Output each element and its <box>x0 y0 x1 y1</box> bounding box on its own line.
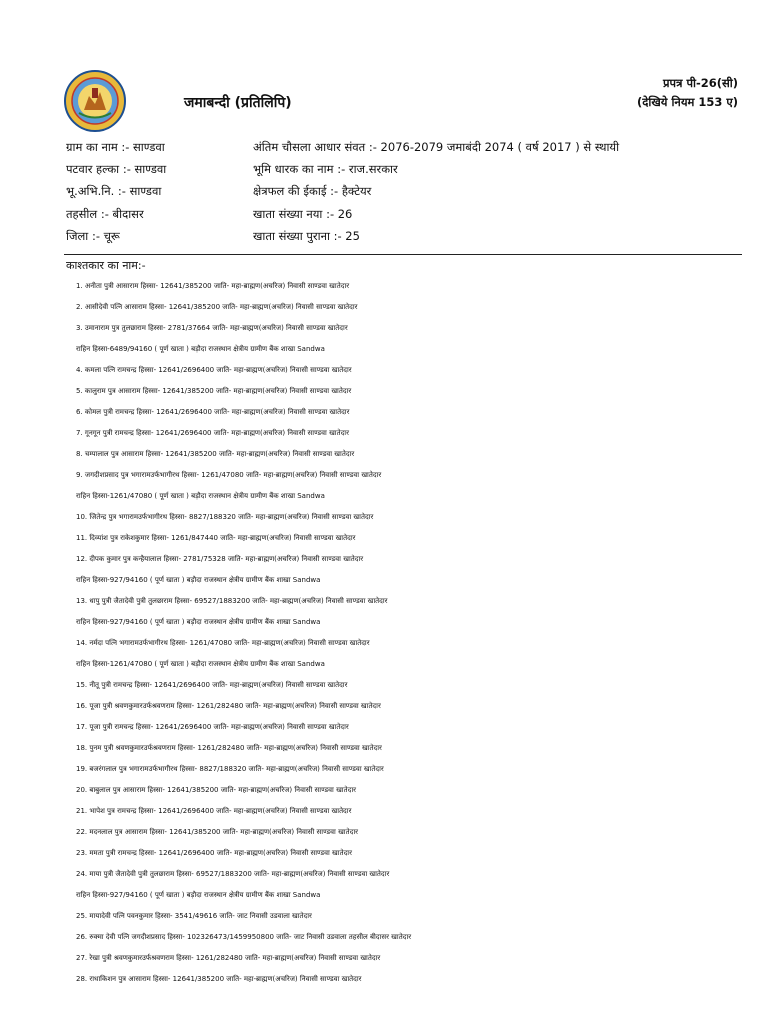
patwar-halka: पटवार हल्का :- साण्डवा <box>66 162 167 177</box>
land-record-inspector: भू.अभि.नि. :- साण्डवा <box>66 184 162 199</box>
divider <box>64 254 742 255</box>
owners-list <box>0 276 768 990</box>
owner-entry: 19. बजरंगलाल पुत्र भगारामउर्फभागीरथ हिस्सा- 8827/188320 जाति- महा-ब्राह्मण(अचरिज) निवासी साण्डवा खातेदार <box>76 765 384 773</box>
land-holder: भूमि धारक का नाम :- राज.सरकार <box>253 162 398 177</box>
owner-entry: 7. गूनगून पुत्री रामचन्द्र हिस्सा- 12641/2696400 जाति- महा-ब्राह्मण(अचरिज) निवासी साण्डवा खातेदार <box>76 429 349 437</box>
owner-entry: 18. पुनम पुत्री श्रवणकुमारउर्फश्रवणराम हिस्सा- 1261/282480 जाति- महा-ब्राह्मण(अचरिज) निवासी साण्डवा खातेदार <box>76 744 382 752</box>
owner-entry: 5. कालुराम पुत्र आसाराम हिस्सा- 12641/385200 जाति- महा-ब्राह्मण(अचरिज) निवासी साण्डवा खातेदार <box>76 387 352 395</box>
pledge-line: राहिन हिस्सा-1261/47080 ( पूर्ण खाता ) बड़ौदा राजस्थान क्षेत्रीय ग्रामीण बैंक शाखा Sandwa <box>76 660 325 668</box>
owner-entry: 8. चम्पालाल पुत्र आसाराम हिस्सा- 12641/385200 जाति- महा-ब्राह्मण(अचरिज) निवासी साण्डवा खातेदार <box>76 450 355 458</box>
owners-heading: काश्तकार का नाम:- <box>66 259 146 272</box>
rule-reference: (देखिये नियम 153 ए) <box>637 95 738 109</box>
owner-entry: 23. ममता पुत्री रामचन्द्र हिस्सा- 12641/2696400 जाति- महा-ब्राह्मण(अचरिज) निवासी साण्डवा खातेदार <box>76 849 352 857</box>
village-name: ग्राम का नाम :- साण्डवा <box>66 140 165 154</box>
owner-entry: 20. बाबुलाल पुत्र आसाराम हिस्सा- 12641/385200 जाति- महा-ब्राह्मण(अचरिज) निवासी साण्डवा खातेदार <box>76 786 357 794</box>
pledge-line: राहिन हिस्सा-6489/94160 ( पूर्ण खाता ) बड़ौदा राजस्थान क्षेत्रीय ग्रामीण बैंक शाखा Sandwa <box>76 345 325 353</box>
owner-entry: 28. राधाकिशन पुत्र आसाराम हिस्सा- 12641/385200 जाति- महा-ब्राह्मण(अचरिज) निवासी साण्डवा खातेदार <box>76 975 362 983</box>
tehsil: तहसील :- बीदासर <box>66 206 144 221</box>
owner-entry: 1. अनीता पुत्री आसाराम हिस्सा- 12641/385200 जाति- महा-ब्राह्मण(अचरिज) निवासी साण्डवा खातेदार <box>76 282 350 290</box>
owner-entry: 12. दीपक कुमार पुत्र कन्हैयालाल हिस्सा- 2781/75328 जाति- महा-ब्राह्मण(अचरिज) निवासी साण्डवा खातेदार <box>76 555 364 563</box>
owner-entry: 22. मदनलाल पुत्र आसाराम हिस्सा- 12641/385200 जाति- महा-ब्राह्मण(अचरिज) निवासी साण्डवा खातेदार <box>76 828 358 836</box>
page-title: जमाबन्दी (प्रतिलिपि) <box>184 95 292 111</box>
owner-entry: 25. मायादेवी पत्नि पवनकुमार हिस्सा- 3541/49616 जाति- जाट निवासी उडवाला खातेदार <box>76 912 312 920</box>
owner-entry: 16. पूजा पुत्री श्रवणकुमारउर्फश्रवणराम हिस्सा- 1261/282480 जाति- महा-ब्राह्मण(अचरिज) निवासी साण्डवा खातेदार <box>76 702 381 710</box>
settlement-basis: अंतिम चौसला आधार संवत :- 2076-2079 जमाबंदी 2074 ( वर्ष 2017 ) से स्थायी <box>253 140 620 154</box>
owner-entry: 15. नीतू पुत्री रामचन्द्र हिस्सा- 12641/2696400 जाति- महा-ब्राह्मण(अचरिज) निवासी साण्डवा खातेदार <box>76 681 348 689</box>
pledge-line: राहिन हिस्सा-927/94160 ( पूर्ण खाता ) बड़ौदा राजस्थान क्षेत्रीय ग्रामीण बैंक शाखा Sandwa <box>76 576 321 584</box>
owner-entry: 27. रेखा पुत्री श्रवणकुमारउर्फश्रवणराम हिस्सा- 1261/282480 जाति- महा-ब्राह्मण(अचरिज) निवासी साण्डवा खातेदार <box>76 954 381 962</box>
owner-entry: 9. जगदीशप्रसाद पुत्र भगारामउर्फभागीरथ हिस्सा- 1261/47080 जाति- महा-ब्राह्मण(अचरिज) निवासी साण्डवा खातेदार <box>76 471 382 479</box>
form-number: प्रपत्र पी-26(सी) <box>663 76 738 90</box>
owner-entry: 14. नर्मदा पत्नि भगारामउर्फभागीरथ हिस्सा- 1261/47080 जाति- महा-ब्राह्मण(अचरिज) निवासी साण्डवा खातेदार <box>76 639 370 647</box>
details-right <box>253 136 619 247</box>
form-reference <box>637 74 738 112</box>
owner-entry: 17. पूजा पुत्री रामचन्द्र हिस्सा- 12641/2696400 जाति- महा-ब्राह्मण(अचरिज) निवासी साण्डवा खातेदार <box>76 723 349 731</box>
rajasthan-seal-icon <box>64 70 126 132</box>
pledge-line: राहिन हिस्सा-927/94160 ( पूर्ण खाता ) बड़ौदा राजस्थान क्षेत्रीय ग्रामीण बैंक शाखा Sandwa <box>76 891 321 899</box>
owner-entry: 2. आसीदेवी पत्नि आसाराम हिस्सा- 12641/385200 जाति- महा-ब्राह्मण(अचरिज) निवासी साण्डवा खातेदार <box>76 303 358 311</box>
owner-entry: 21. भापेश पुत्र रामचन्द्र हिस्सा- 12641/2696400 जाति- महा-ब्राह्मण(अचरिज) निवासी साण्डवा खातेदार <box>76 807 352 815</box>
area-unit: क्षेत्रफल की ईकाई :- हैक्टेयर <box>253 184 372 199</box>
owner-entry: 10. जितेन्द्र पुत्र भगारामउर्फभागीरथ हिस्सा- 8827/188320 जाति- महा-ब्राह्मण(अचरिज) निवासी साण्डवा खातेदार <box>76 513 374 521</box>
district: जिला :- चूरू <box>66 228 120 243</box>
owner-entry: 13. धापु पुत्री जैतादेवी पुत्री तुलछाराम हिस्सा- 69527/1883200 जाति- महा-ब्राह्मण(अचरिज) निवासी साण्डवा खातेदार <box>76 597 388 605</box>
owner-entry: 6. कोमल पुत्री रामचन्द्र हिस्सा- 12641/2696400 जाति- महा-ब्राह्मण(अचरिज) निवासी साण्डवा खातेदार <box>76 408 350 416</box>
owner-entry: 3. उमानाराम पुत्र तुलछाराम हिस्सा- 2781/37664 जाति- महा-ब्राह्मण(अचरिज) निवासी साण्डवा खातेदार <box>76 324 348 332</box>
pledge-line: राहिन हिस्सा-927/94160 ( पूर्ण खाता ) बड़ौदा राजस्थान क्षेत्रीय ग्रामीण बैंक शाखा Sandwa <box>76 618 321 626</box>
owner-entry: 26. रुक्मा देवी पत्नि जगदीशप्रसाद हिस्सा- 102326473/1459950800 जाति- जाट निवासी उडवाला तहसील बीदासर खातेदार <box>76 933 412 941</box>
account-number-old: खाता संख्या पुराना :- 25 <box>253 228 360 243</box>
pledge-line: राहिन हिस्सा-1261/47080 ( पूर्ण खाता ) बड़ौदा राजस्थान क्षेत्रीय ग्रामीण बैंक शाखा Sandwa <box>76 492 325 500</box>
owner-entry: 4. कमला पत्नि रामचन्द्र हिस्सा- 12641/2696400 जाति- महा-ब्राह्मण(अचरिज) निवासी साण्डवा खातेदार <box>76 366 352 374</box>
owner-entry: 11. दिव्यांश पुत्र राकेशकुमार हिस्सा- 1261/847440 जाति- महा-ब्राह्मण(अचरिज) निवासी साण्डवा खातेदार <box>76 534 356 542</box>
details-left <box>66 136 166 247</box>
account-number-new: खाता संख्या नया :- 26 <box>253 206 353 221</box>
owner-entry: 24. माया पुत्री जैतादेवी पुत्री तुलछाराम हिस्सा- 69527/1883200 जाति- महा-ब्राह्मण(अचरिज) निवासी साण्डवा खातेदार <box>76 870 390 878</box>
